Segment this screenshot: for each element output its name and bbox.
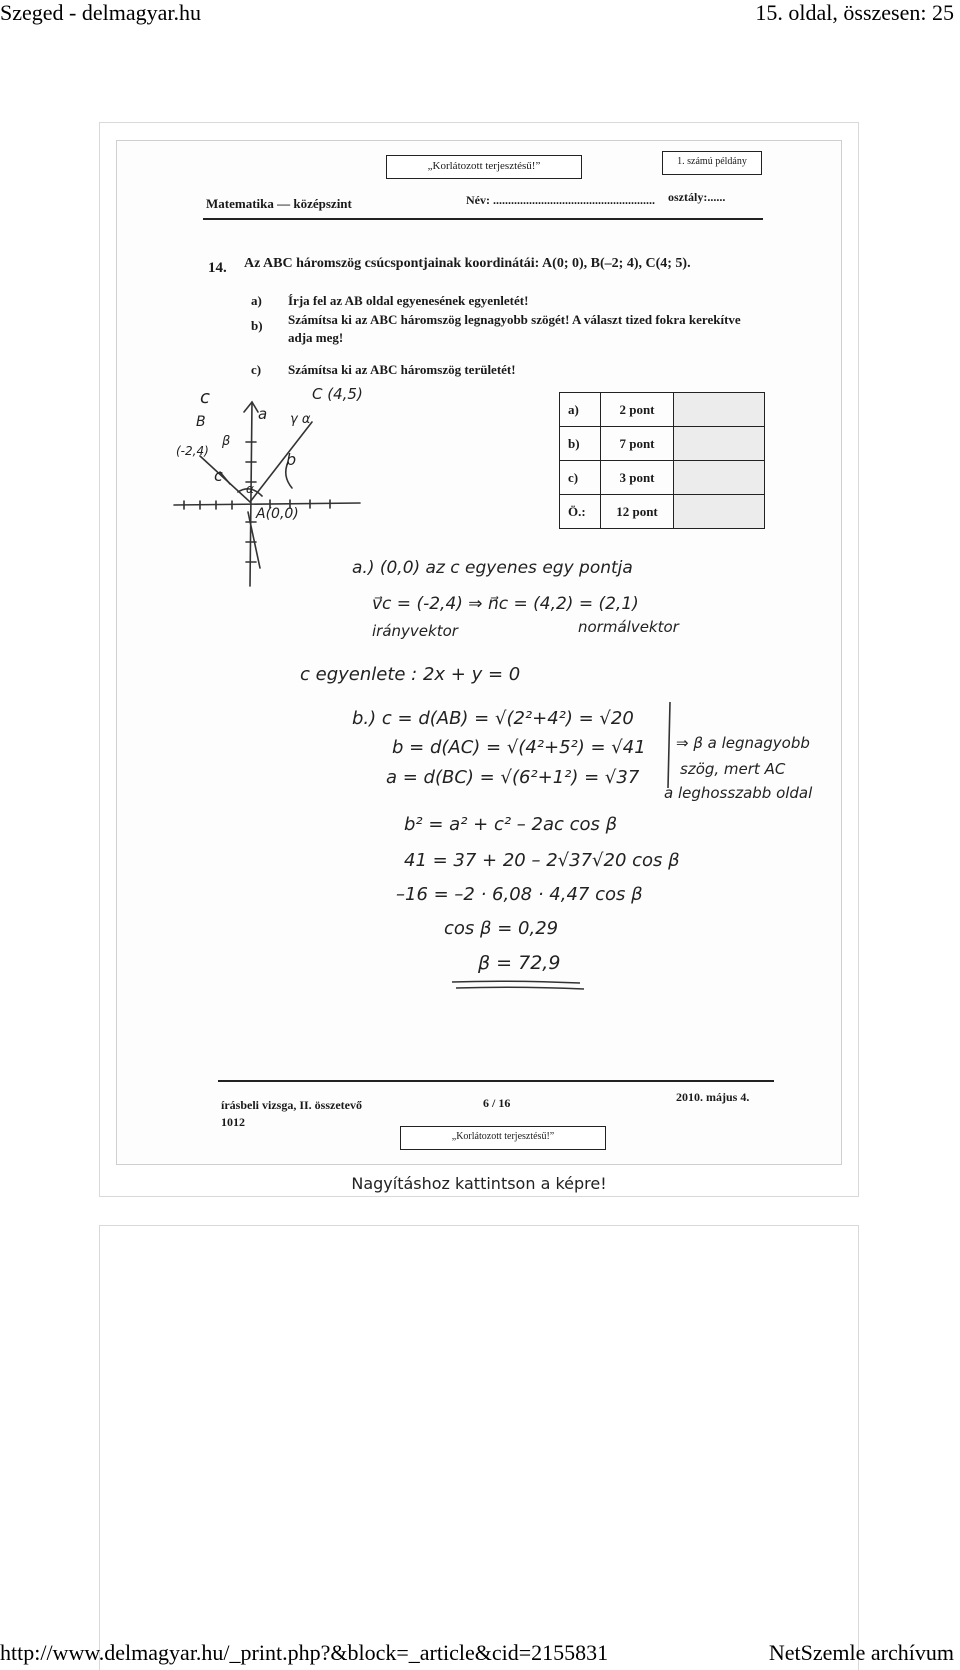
- part-c-letter: c): [251, 362, 262, 377]
- points-label: c): [560, 461, 601, 495]
- sketch-label: γ α: [290, 412, 311, 427]
- part-a-letter: a): [251, 293, 262, 308]
- site-title: Szeged - delmagyar.hu: [0, 0, 201, 25]
- answer-underline: [448, 978, 588, 992]
- solution-line: b = d(AC) = √(4²+5²) = √41: [392, 737, 646, 758]
- solution-line: irányvektor: [372, 622, 458, 640]
- sample-number-box: 1. számú példány: [662, 151, 762, 175]
- footer-rule: [218, 1080, 774, 1082]
- sketch-label: c: [214, 466, 223, 485]
- exam-code: 1012: [221, 1115, 245, 1129]
- points-value: 3 pont: [601, 461, 674, 495]
- restricted-stamp-top: „Korlátozott terjesztésű!”: [386, 155, 582, 179]
- archive-label: NetSzemle archívum: [768, 1640, 954, 1665]
- solution-line: a.) (0,0) az c egyenes egy pontja: [352, 558, 633, 578]
- solution-line: c egyenlete : 2x + y = 0: [300, 664, 521, 685]
- sketch-label: c: [200, 387, 210, 408]
- points-score-cell: [674, 461, 765, 495]
- print-url: http://www.delmagyar.hu/_print.php?&block=_article&cid=2155831: [0, 1640, 609, 1665]
- solution-line: 41 = 37 + 20 – 2√37√20 cos β: [404, 850, 680, 871]
- solution-line: a = d(BC) = √(6²+1²) = √37: [386, 767, 640, 788]
- side-note: a leghosszabb oldal: [664, 784, 813, 802]
- points-value: 7 pont: [601, 427, 674, 461]
- exam-part-label: írásbeli vizsga, II. összetevő: [221, 1098, 362, 1112]
- zoom-caption-link[interactable]: Nagyításhoz kattintson a képre!: [351, 1174, 607, 1193]
- task-statement: Az ABC háromszög csúcspontjainak koordinátái: A(0; 0), B(–2; 4), C(4; 5).: [244, 256, 691, 271]
- sketch-label: C (4,5): [312, 385, 363, 403]
- solution-line: b² = a² + c² – 2ac cos β: [404, 814, 618, 835]
- points-value: 12 pont: [601, 495, 674, 529]
- side-note-bracket: [664, 700, 676, 790]
- side-note: ⇒ β a legnagyobb: [676, 734, 810, 752]
- exam-page-number: 6 / 16: [483, 1096, 511, 1110]
- solution-line: –16 = –2 · 6,08 · 4,47 cos β: [396, 884, 643, 905]
- points-row: [560, 427, 765, 461]
- points-label: a): [560, 393, 601, 427]
- task-number: 14.: [208, 260, 227, 276]
- points-label: Ö.:: [560, 495, 601, 529]
- sketch-label: B: [196, 414, 206, 430]
- points-label: b): [560, 427, 601, 461]
- solution-line: b.) c = d(AB) = √(2²+4²) = √20: [352, 708, 634, 729]
- points-score-cell: [674, 495, 765, 529]
- sketch-label: b: [286, 450, 297, 469]
- points-score-cell: [674, 427, 765, 461]
- header-rule: [203, 218, 763, 220]
- sketch-label: β: [222, 434, 231, 449]
- restricted-stamp-bottom: „Korlátozott terjesztésű!”: [400, 1126, 606, 1150]
- page-counter: 15. oldal, összesen: 25: [755, 0, 954, 25]
- points-table: [559, 392, 765, 529]
- sketch-label: A(0,0): [256, 506, 299, 522]
- final-answer: β = 72,9: [478, 952, 561, 974]
- points-row: [560, 393, 765, 427]
- side-note: szög, mert AC: [680, 760, 786, 778]
- class-field: osztály:......: [668, 190, 726, 204]
- points-value: 2 pont: [601, 393, 674, 427]
- points-score-cell: [674, 393, 765, 427]
- part-b-text: Számítsa ki az ABC háromszög legnagyobb szögét! A választ tized fokra kerekítve adja meg!: [288, 312, 741, 345]
- points-row: [560, 461, 765, 495]
- solution-line: normálvektor: [578, 618, 679, 636]
- next-image-frame[interactable]: [99, 1225, 859, 1670]
- part-a-text: Írja fel az AB oldal egyenesének egyenletét!: [288, 293, 529, 308]
- exam-subject: Matematika — középszint: [206, 196, 352, 211]
- part-b-letter: b): [251, 318, 263, 333]
- sketch-label: a: [258, 405, 268, 423]
- points-row: [560, 495, 765, 529]
- sketch-label: (-2,4): [176, 444, 209, 458]
- sketch-x-axis: [174, 503, 360, 505]
- exam-date: 2010. május 4.: [676, 1090, 750, 1104]
- name-field: Név: ......................................................: [466, 193, 655, 207]
- sketch-label: α: [246, 482, 254, 496]
- part-c-text: Számítsa ki az ABC háromszög területét!: [288, 362, 516, 377]
- solution-line: cos β = 0,29: [444, 918, 559, 939]
- solution-line: v⃗c = (-2,4) ⇒ n⃗c = (4,2) = (2,1): [372, 594, 639, 614]
